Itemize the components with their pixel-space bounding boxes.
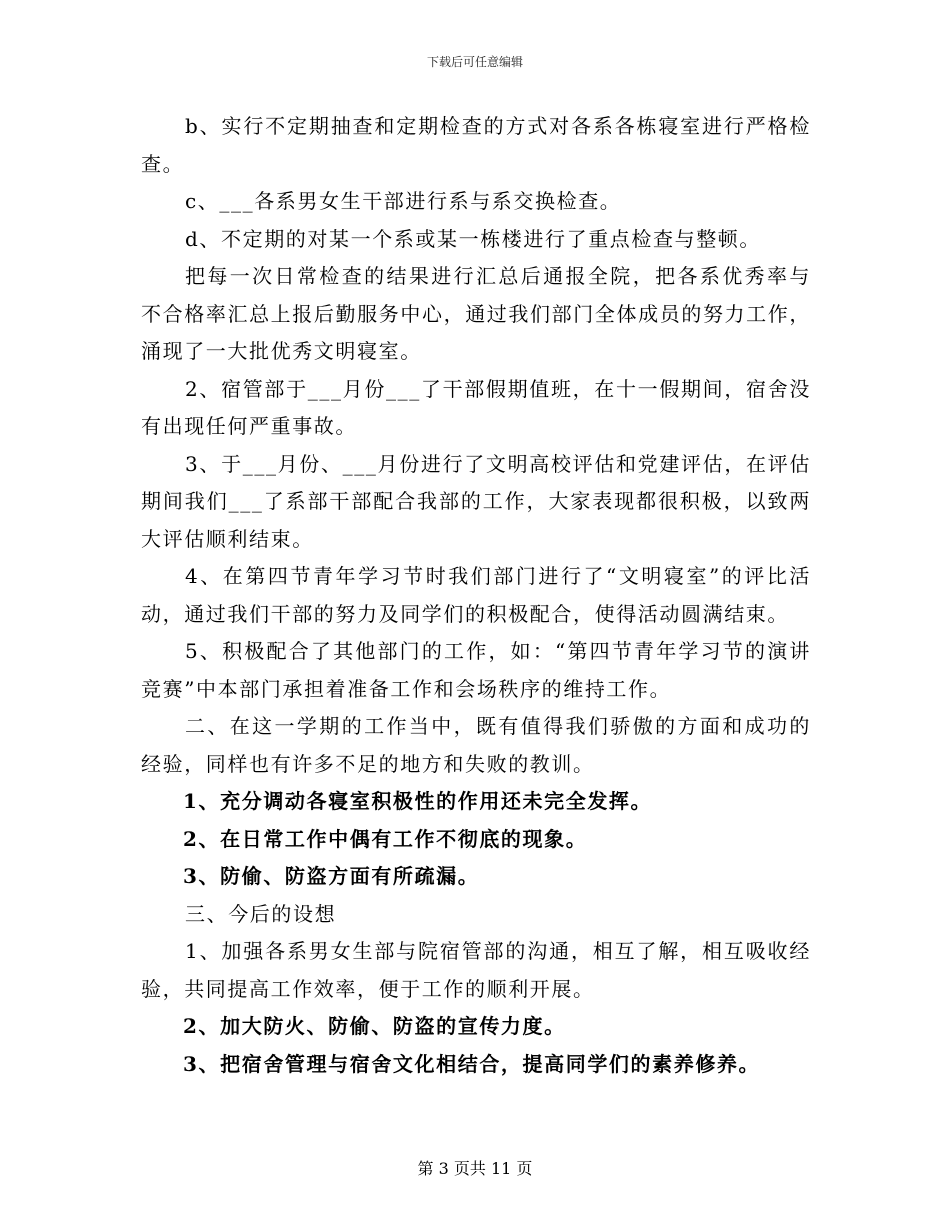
shortcoming-3: 3、防偷、防盗方面有所疏漏。 bbox=[183, 864, 480, 888]
plan-3: 3、把宿舍管理与宿舍文化相结合，提高同学们的素养修养。 bbox=[183, 1051, 761, 1076]
plan-2: 2、加大防火、防偷、防盗的宣传力度。 bbox=[183, 1014, 566, 1038]
paragraph-c-exchange-check: c、___各系男女生干部进行系与系交换检查。 bbox=[185, 189, 622, 213]
paragraph-item-5: 5、积极配合了其他部门的工作，如：“第四节青年学习节的演讲竞赛”中本部门承担着准备工作和会场秩序的维持工作。 bbox=[141, 639, 811, 701]
paragraph-summary-report: 把每一次日常检查的结果进行汇总后通报全院，把各系优秀率与不合格率汇总上报后勤服务中心，通过我们部门全体成员的努力工作，涌现了一大批优秀文明寝室。 bbox=[141, 264, 811, 363]
page-number-footer: 第 3 页共 11 页 bbox=[417, 1159, 533, 1178]
section-three-heading: 三、今后的设想 bbox=[185, 901, 337, 926]
paragraph-item-2: 2、宿管部于___月份___了干部假期值班，在十一假期间，宿舍没有出现任何严重事故。 bbox=[141, 376, 811, 438]
plan-1: 1、加强各系男女生部与院宿管部的沟通，相互了解，相互吸收经验，共同提高工作效率，便于工作的顺利开展。 bbox=[141, 939, 811, 1001]
section-two-heading: 二、在这一学期的工作当中，既有值得我们骄傲的方面和成功的经验，同样也有许多不足的地方和失败的教训。 bbox=[141, 714, 811, 776]
document-body bbox=[141, 108, 811, 1083]
paragraph-b-inspection: b、实行不定期抽查和定期检查的方式对各系各栋寝室进行严格检查。 bbox=[141, 114, 811, 176]
paragraph-d-key-inspection: d、不定期的对某一个系或某一栋楼进行了重点检查与整顿。 bbox=[185, 226, 762, 251]
page-header: 下载后可任意编辑 bbox=[426, 55, 523, 69]
paragraph-item-3: 3、于___月份、___月份进行了文明高校评估和党建评估，在评估期间我们___了系部干部配合我部的工作，大家表现都很积极，以致两大评估顺利结束。 bbox=[141, 451, 811, 551]
shortcoming-2: 2、在日常工作中偶有工作不彻底的现象。 bbox=[183, 826, 588, 851]
shortcoming-1: 1、充分调动各寝室积极性的作用还未完全发挥。 bbox=[183, 789, 653, 813]
paragraph-item-4: 4、在第四节青年学习节时我们部门进行了“文明寝室”的评比活动，通过我们干部的努力及同学们的积极配合，使得活动圆满结束。 bbox=[141, 564, 811, 626]
